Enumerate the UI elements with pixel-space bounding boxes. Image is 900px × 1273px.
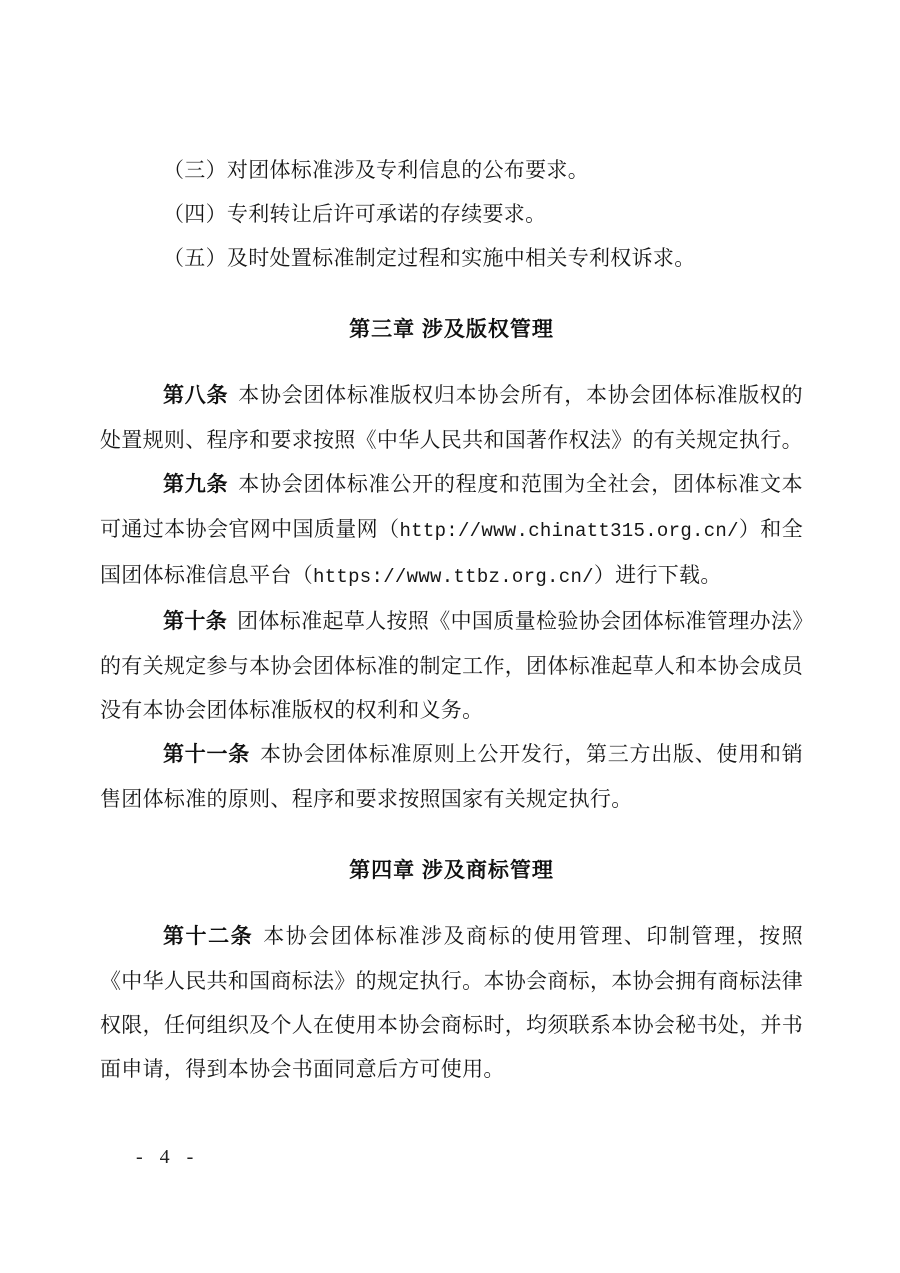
article-9 [100,462,803,599]
article-8-label: 第八条 [163,384,229,407]
article-9-text: 本协会团体标准公开的程度和范围为全社会，团体标准文本可通过本协会官网中国质量网（http://www.chinatt315.org.cn/）和全国团体标准信息平台（https://www.ttbz.org.cn/）进行下载。 [100,472,803,588]
clause-item-3: （三）对团体标准涉及专利信息的公布要求。 [163,158,589,182]
page-number: - 4 - [136,1146,200,1168]
article-8 [100,373,803,462]
document-content [100,148,803,1091]
article-12-label: 第十二条 [163,925,254,948]
article-10-text: 团体标准起草人按照《中国质量检验协会团体标准管理办法》的有关规定参与本协会团体标准的制定工作，团体标准起草人和本协会成员没有本协会团体标准版权的权利和义务。 [100,609,803,722]
article-10 [100,599,803,732]
article-12 [100,914,803,1091]
chapter-3-title: 第三章 涉及版权管理 [349,318,554,341]
clause-item-4: （四）专利转让后许可承诺的存续要求。 [163,202,547,226]
article-11 [100,732,803,821]
chapter-4-title: 第四章 涉及商标管理 [349,859,554,882]
article-8-text: 本协会团体标准版权归本协会所有，本协会团体标准版权的处置规则、程序和要求按照《中华人民共和国著作权法》的有关规定执行。 [100,383,803,452]
article-11-text: 本协会团体标准原则上公开发行，第三方出版、使用和销售团体标准的原则、程序和要求按照国家有关规定执行。 [100,742,804,811]
article-10-label: 第十条 [163,610,228,633]
article-11-label: 第十一条 [163,743,250,766]
article-12-text: 本协会团体标准涉及商标的使用管理、印制管理，按照《中华人民共和国商标法》的规定执行。本协会商标，本协会拥有商标法律权限，任何组织及个人在使用本协会商标时，均须联系本协会秘书处，并书面申请，得到本协会书面同意后方可使用。 [100,924,804,1081]
clause-item-5: （五）及时处置标准制定过程和实施中相关专利权诉求。 [163,246,696,270]
article-9-label: 第九条 [163,473,229,496]
